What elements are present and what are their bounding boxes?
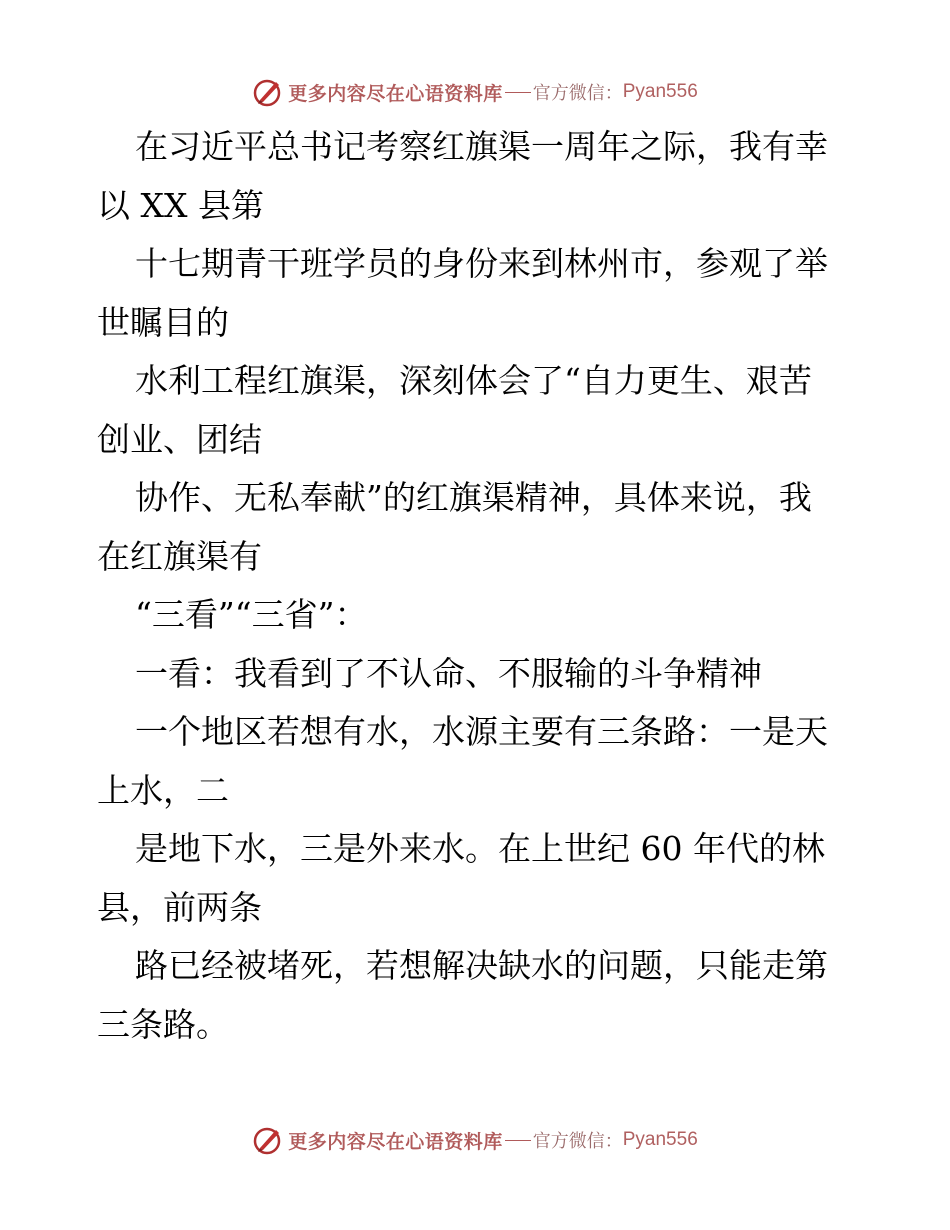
watermark-account: Pyan556 [622, 1129, 698, 1150]
text-line: 协作、无私奉献”的红旗渠精神，具体来说，我 [135, 478, 812, 517]
text-line: 在红旗渠有 [97, 536, 262, 576]
text-line: 三条路。 [97, 1004, 229, 1044]
text-line: 上水，二 [97, 770, 229, 810]
watermark-site-text: 更多内容尽在心语资料库 [288, 1130, 503, 1153]
text-line: 世瞩目的 [97, 302, 229, 342]
header-watermark [0, 72, 950, 112]
watermark-dash [505, 92, 531, 93]
watermark-account: Pyan556 [622, 81, 698, 102]
quill-logo-icon [252, 1124, 284, 1156]
text-line: 一看：我看到了不认命、不服输的斗争精神 [135, 653, 762, 693]
text-line: 创业、团结 [97, 419, 262, 459]
footer-watermark [0, 1120, 950, 1160]
text-line: 十七期青干班学员的身份来到林州市，参观了举 [135, 244, 828, 283]
text-line: 一个地区若想有水，水源主要有三条路：一是天 [135, 712, 828, 751]
watermark-label: 官方微信： [532, 1131, 623, 1152]
watermark-label: 官方微信： [532, 83, 623, 104]
document-body [97, 118, 857, 1054]
text-line: 路已经被堵死，若想解决缺水的问题，只能走第 [135, 946, 828, 985]
text-line: 在习近平总书记考察红旗渠一周年之际，我有幸 [135, 127, 828, 166]
watermark-site-text: 更多内容尽在心语资料库 [288, 82, 503, 105]
watermark-dash [505, 1140, 531, 1141]
text-line: 水利工程红旗渠，深刻体会了“自力更生、艰苦 [135, 361, 812, 400]
text-line: 是地下水，三是外来水。在上世纪 60 年代的林 [135, 829, 825, 868]
text-line: 县，前两条 [97, 887, 262, 927]
quill-logo-icon [252, 76, 284, 108]
text-line: “三看”“三省”： [135, 595, 368, 634]
text-line: 以 XX 县第 [97, 185, 264, 225]
